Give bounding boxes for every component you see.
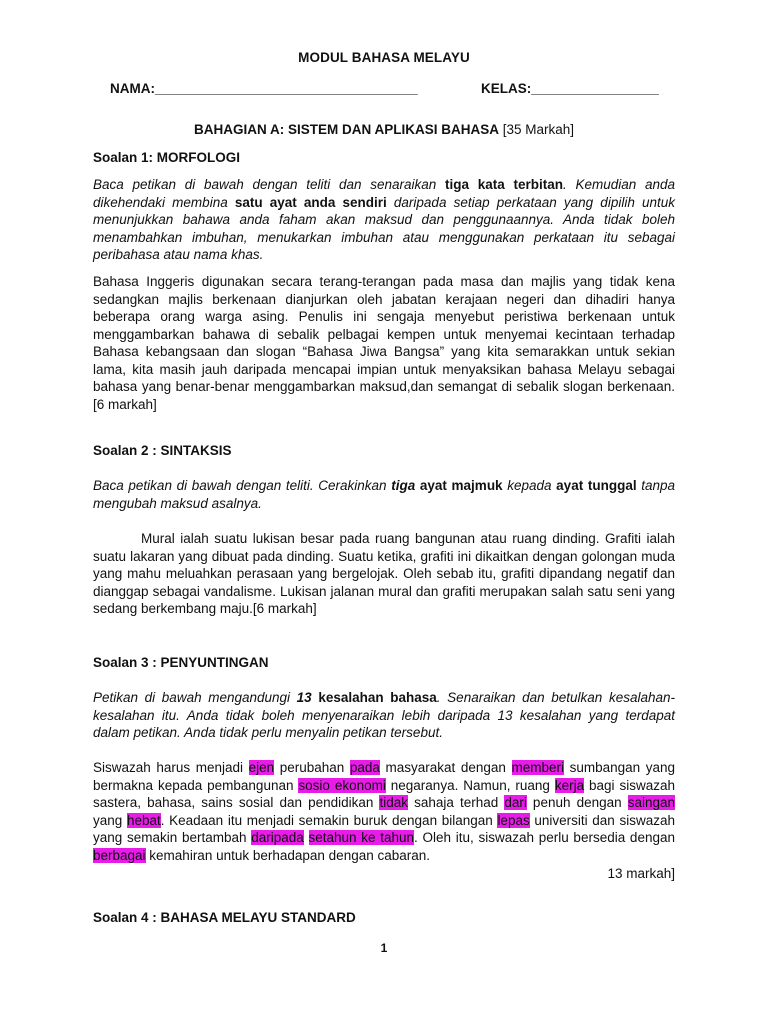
passage-text: masyarakat dengan bbox=[379, 760, 512, 775]
instr-text: Petikan di bawah mengandungi bbox=[93, 690, 297, 705]
instr-text: . Senaraikan dan betulkan kesalahan-kesalahan itu. Anda tidak boleh menyenaraikan lebih daripada 13 kesalahan yang terdapat dalam petikan. Anda tidak perlu menyalin petikan tersebut. bbox=[93, 690, 675, 740]
instr-text: Baca petikan di bawah dengan teliti. Cerakinkan bbox=[93, 478, 392, 493]
soalan4-heading: Soalan 4 : BAHASA MELAYU STANDARD bbox=[93, 910, 356, 925]
passage-text: . Oleh itu, siswazah perlu bersedia dengan bbox=[414, 830, 675, 845]
error-highlight: lepas bbox=[497, 812, 530, 828]
instr-bold: ayat majmuk bbox=[415, 478, 503, 493]
soalan2-instruction bbox=[93, 477, 675, 512]
error-highlight: memberi bbox=[511, 760, 565, 775]
instr-bold: ayat tunggal bbox=[556, 478, 637, 493]
instr-bold: tiga bbox=[391, 478, 416, 493]
soalan2-passage: Mural ialah suatu lukisan besar pada ruang bangunan atau ruang dinding. Grafiti ialah suatu lakaran yang dibuat pada dinding. Suatu ketika, grafiti ini dikaitkan dengan golongan muda yang mahu meluahkan perasaan yang bergelojak. Oleh sebab itu, grafiti dipandang negatif dan dianggap sebagai vandalisme. Lukisan jalanan mural dan grafiti merupakan salah satu seni yang sedang berkembang maju.[6 markah] bbox=[93, 531, 675, 616]
passage-text: negaranya. Namun, ruang bbox=[385, 777, 555, 793]
soalan3-instruction bbox=[93, 689, 675, 742]
soalan1-heading: Soalan 1: MORFOLOGI bbox=[93, 150, 241, 165]
error-highlight: kerja bbox=[554, 777, 585, 793]
passage-text: penuh dengan bbox=[526, 795, 628, 810]
soalan3-marks: 13 markah] bbox=[607, 866, 675, 881]
error-highlight: berbagai bbox=[93, 847, 146, 863]
section-title: BAHAGIAN A: SISTEM DAN APLIKASI BAHASA bbox=[193, 122, 499, 137]
kelas-field-line: KELAS:_________________ bbox=[481, 81, 659, 96]
instr-bold: satu ayat anda sendiri bbox=[234, 194, 387, 210]
soalan3-passage bbox=[93, 759, 675, 864]
passage-text: kemahiran untuk berhadapan dengan cabaran. bbox=[145, 847, 431, 863]
error-highlight: sosio ekonomi bbox=[298, 777, 386, 793]
instr-text: daripada setiap perkataan yang dipilih untuk menunjukkan bahawa anda faham akan maksud dan penggunaannya. Anda tidak boleh menambahkan imbuhan, menukarkan imbuhan atau menggunakan perkataan itu sebagai peribahasa atau nama khas. bbox=[93, 194, 675, 262]
section-heading bbox=[0, 122, 768, 137]
soalan1-instruction bbox=[93, 176, 675, 264]
instr-bold: 13 bbox=[296, 690, 312, 705]
instr-text: tanpa mengubah maksud asalnya. bbox=[93, 478, 676, 511]
passage-text: sumbangan yang bermakna kepada pembangunan bbox=[93, 760, 676, 793]
passage-text: perubahan bbox=[274, 760, 350, 775]
soalan3-heading: Soalan 3 : PENYUNTINGAN bbox=[93, 655, 269, 670]
passage-text bbox=[304, 830, 309, 845]
nama-field-line: NAMA:___________________________________ bbox=[110, 81, 418, 96]
passage-text: Siswazah harus menjadi bbox=[93, 760, 249, 775]
error-highlight: dari bbox=[504, 795, 527, 810]
soalan2-heading: Soalan 2 : SINTAKSIS bbox=[93, 443, 232, 458]
instr-text: Baca petikan di bawah dengan teliti dan senaraikan bbox=[93, 177, 445, 192]
instr-text: kepada bbox=[502, 478, 557, 493]
page-number: 1 bbox=[380, 941, 388, 955]
section-marks: [35 Markah] bbox=[502, 122, 575, 137]
error-highlight: saingan bbox=[627, 795, 675, 810]
error-highlight: ejen bbox=[248, 760, 275, 775]
soalan1-passage: Bahasa Inggeris digunakan secara terang-terangan pada masa dan majlis yang tidak kena sedangkan majlis berkenaan dianjurkan oleh jabatan kerajaan negeri dan dihadiri hanya beberapa orang warga asing. Penulis ini sengaja menyebut peristiwa berkenaan untuk menggambarkan bahawa di sebalik pelbagai kempen untuk menyemai kecintaan terhadap Bahasa kebangsaan dan slogan “Bahasa Jiwa Bangsa” yang kita semarakkan untuk sekian lama, kita masih jauh daripada mencapai impian untuk menyaksikan bahasa Melayu sebagai bahasa yang benar-benar menggambarkan maksud,dan semangat di sebalik slogan berkenaan.[6 markah] bbox=[93, 274, 675, 412]
error-highlight: hebat bbox=[126, 812, 161, 828]
error-highlight: setahun ke tahun bbox=[308, 830, 415, 845]
error-highlight: daripada bbox=[251, 830, 304, 845]
passage-text: . Keadaan itu menjadi semakin buruk dengan bilangan bbox=[160, 812, 498, 828]
document-title: MODUL BAHASA MELAYU bbox=[298, 50, 470, 65]
instr-text: . Kemudian anda dikehendaki membina bbox=[93, 177, 676, 210]
passage-text: yang bbox=[93, 812, 127, 828]
passage-text: sahaja terhad bbox=[408, 795, 505, 810]
instr-bold: tiga kata terbitan bbox=[445, 177, 563, 192]
passage-text: universiti dan siswazah yang semakin bertambah bbox=[93, 812, 675, 845]
passage-text: bagi siswazah sastera, bahasa, sains sosial dan pendidikan bbox=[93, 777, 675, 810]
instr-bold: kesalahan bahasa bbox=[311, 690, 437, 705]
error-highlight: tidak bbox=[379, 795, 408, 810]
error-highlight: pada bbox=[349, 760, 380, 775]
